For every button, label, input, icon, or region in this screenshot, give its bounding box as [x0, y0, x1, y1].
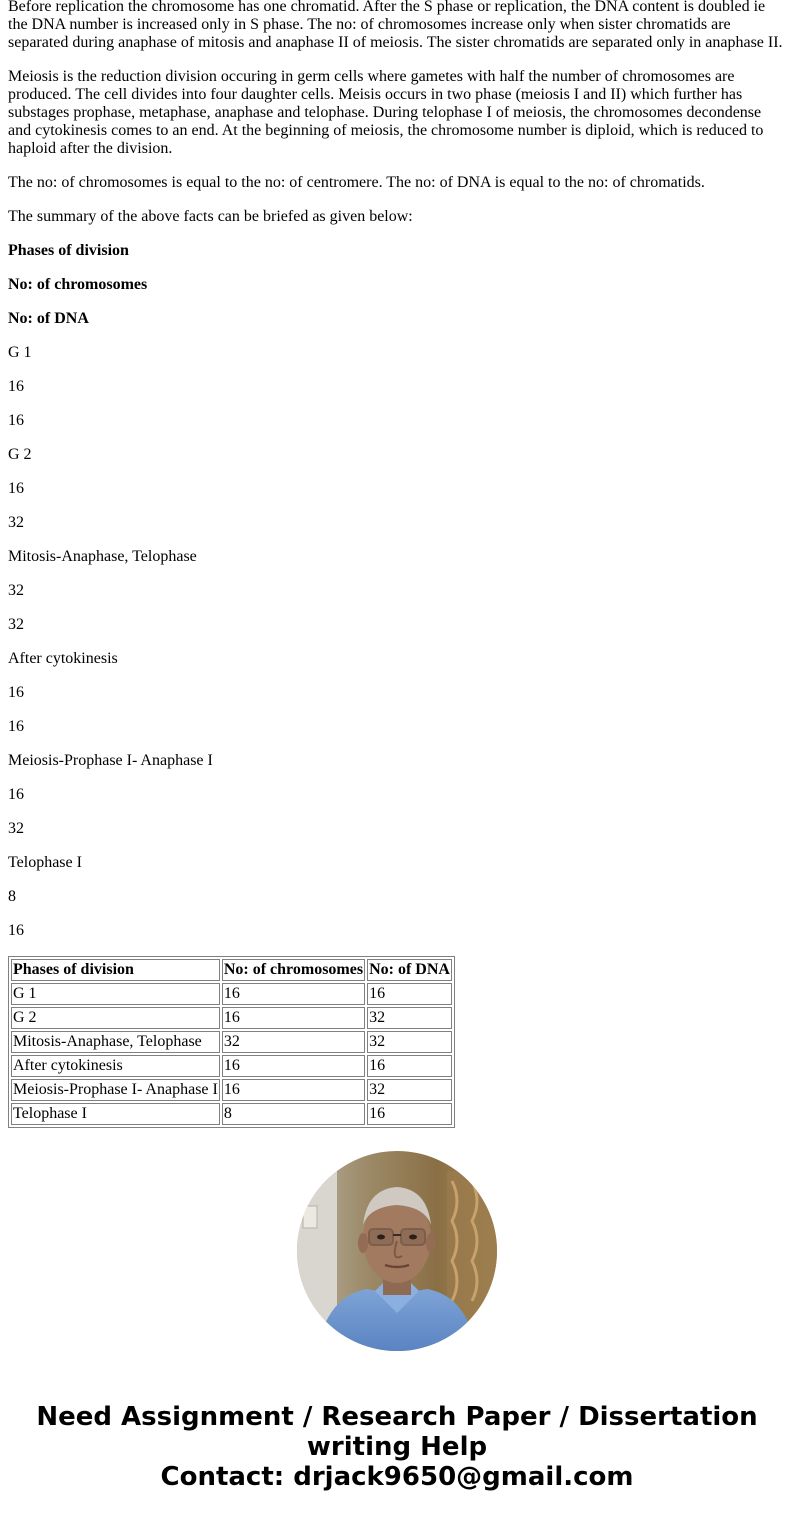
table-cell: 16 [222, 1055, 365, 1077]
summary-table [8, 956, 455, 1128]
table-header-row [11, 959, 452, 981]
table-cell: G 1 [11, 983, 220, 1005]
table-cell: Telophase I [11, 1103, 220, 1125]
table-row [11, 1103, 452, 1125]
table-cell: 32 [367, 1079, 452, 1101]
list-header-phases: Phases of division [8, 242, 129, 259]
table-header-cell: No: of chromosomes [222, 959, 365, 981]
table-cell: 32 [367, 1007, 452, 1029]
list-header-chromosomes: No: of chromosomes [8, 276, 148, 293]
list-item: 16 [8, 480, 24, 497]
table-row [11, 1079, 452, 1101]
list-header-dna: No: of DNA [8, 310, 89, 327]
list-item: G 1 [8, 344, 32, 361]
list-item: Telophase I [8, 854, 82, 871]
list-item: Meiosis-Prophase I- Anaphase I [8, 752, 213, 769]
table-cell: 16 [367, 983, 452, 1005]
list-item: G 2 [8, 446, 32, 463]
table-row [11, 1007, 452, 1029]
list-item: 8 [8, 888, 16, 905]
tutor-avatar [297, 1151, 497, 1351]
table-header-cell: Phases of division [11, 959, 220, 981]
footer-promo [0, 1402, 794, 1492]
list-item: 16 [8, 786, 24, 803]
paragraph-replication: Before replication the chromosome has one chromatid. After the S phase or replication, the DNA content is doubled ie the DNA number is increased only in S phase. The no: of chromosomes increase only when sister chromatids are separated during anaphase of mitosis and anaphase II of meiosis. The sister chromatids are separated only in anaphase II. [8, 0, 783, 51]
list-item: 16 [8, 378, 24, 395]
paragraph-summary-intro: The summary of the above facts can be briefed as given below: [8, 208, 413, 225]
table-header-cell: No: of DNA [367, 959, 452, 981]
table-cell: G 2 [11, 1007, 220, 1029]
list-item: 16 [8, 412, 24, 429]
list-item: 16 [8, 922, 24, 939]
table-cell: 32 [367, 1031, 452, 1053]
list-item: 32 [8, 616, 24, 633]
table-cell: 16 [222, 1079, 365, 1101]
list-item: 32 [8, 820, 24, 837]
table-row [11, 1031, 452, 1053]
table-cell: Mitosis-Anaphase, Telophase [11, 1031, 220, 1053]
list-item: 32 [8, 514, 24, 531]
list-item: 32 [8, 582, 24, 599]
table-cell: 16 [222, 1007, 365, 1029]
table-cell: After cytokinesis [11, 1055, 220, 1077]
footer-contact-email[interactable]: Contact: drjack9650@gmail.com [160, 1462, 634, 1492]
paragraph-centromere: The no: of chromosomes is equal to the no: of centromere. The no: of DNA is equal to the no: of chromatids. [8, 174, 705, 191]
table-row [11, 983, 452, 1005]
list-item: Mitosis-Anaphase, Telophase [8, 548, 197, 565]
table-cell: 32 [222, 1031, 365, 1053]
table-cell: 8 [222, 1103, 365, 1125]
footer-line-1: Need Assignment / Research Paper / Dissertation [36, 1402, 758, 1432]
list-item: 16 [8, 718, 24, 735]
tutor-portrait [297, 1151, 497, 1351]
footer-line-2: writing Help [306, 1432, 488, 1462]
table-cell: 16 [222, 983, 365, 1005]
list-item: After cytokinesis [8, 650, 118, 667]
table-row [11, 1055, 452, 1077]
list-item: 16 [8, 684, 24, 701]
table-cell: 16 [367, 1055, 452, 1077]
paragraph-meiosis: Meiosis is the reduction division occuring in germ cells where gametes with half the number of chromosomes are produced. The cell divides into four daughter cells. Meisis occurs in two phase (meiosis I and II) which further has substages prophase, metaphase, anaphase and telophase. During telophase I of meiosis, the chromosomes decondense and cytokinesis comes to an end. At the beginning of meiosis, the chromosome number is diploid, which is reduced to haploid after the division. [8, 68, 764, 157]
table-cell: 16 [367, 1103, 452, 1125]
table-cell: Meiosis-Prophase I- Anaphase I [11, 1079, 220, 1101]
